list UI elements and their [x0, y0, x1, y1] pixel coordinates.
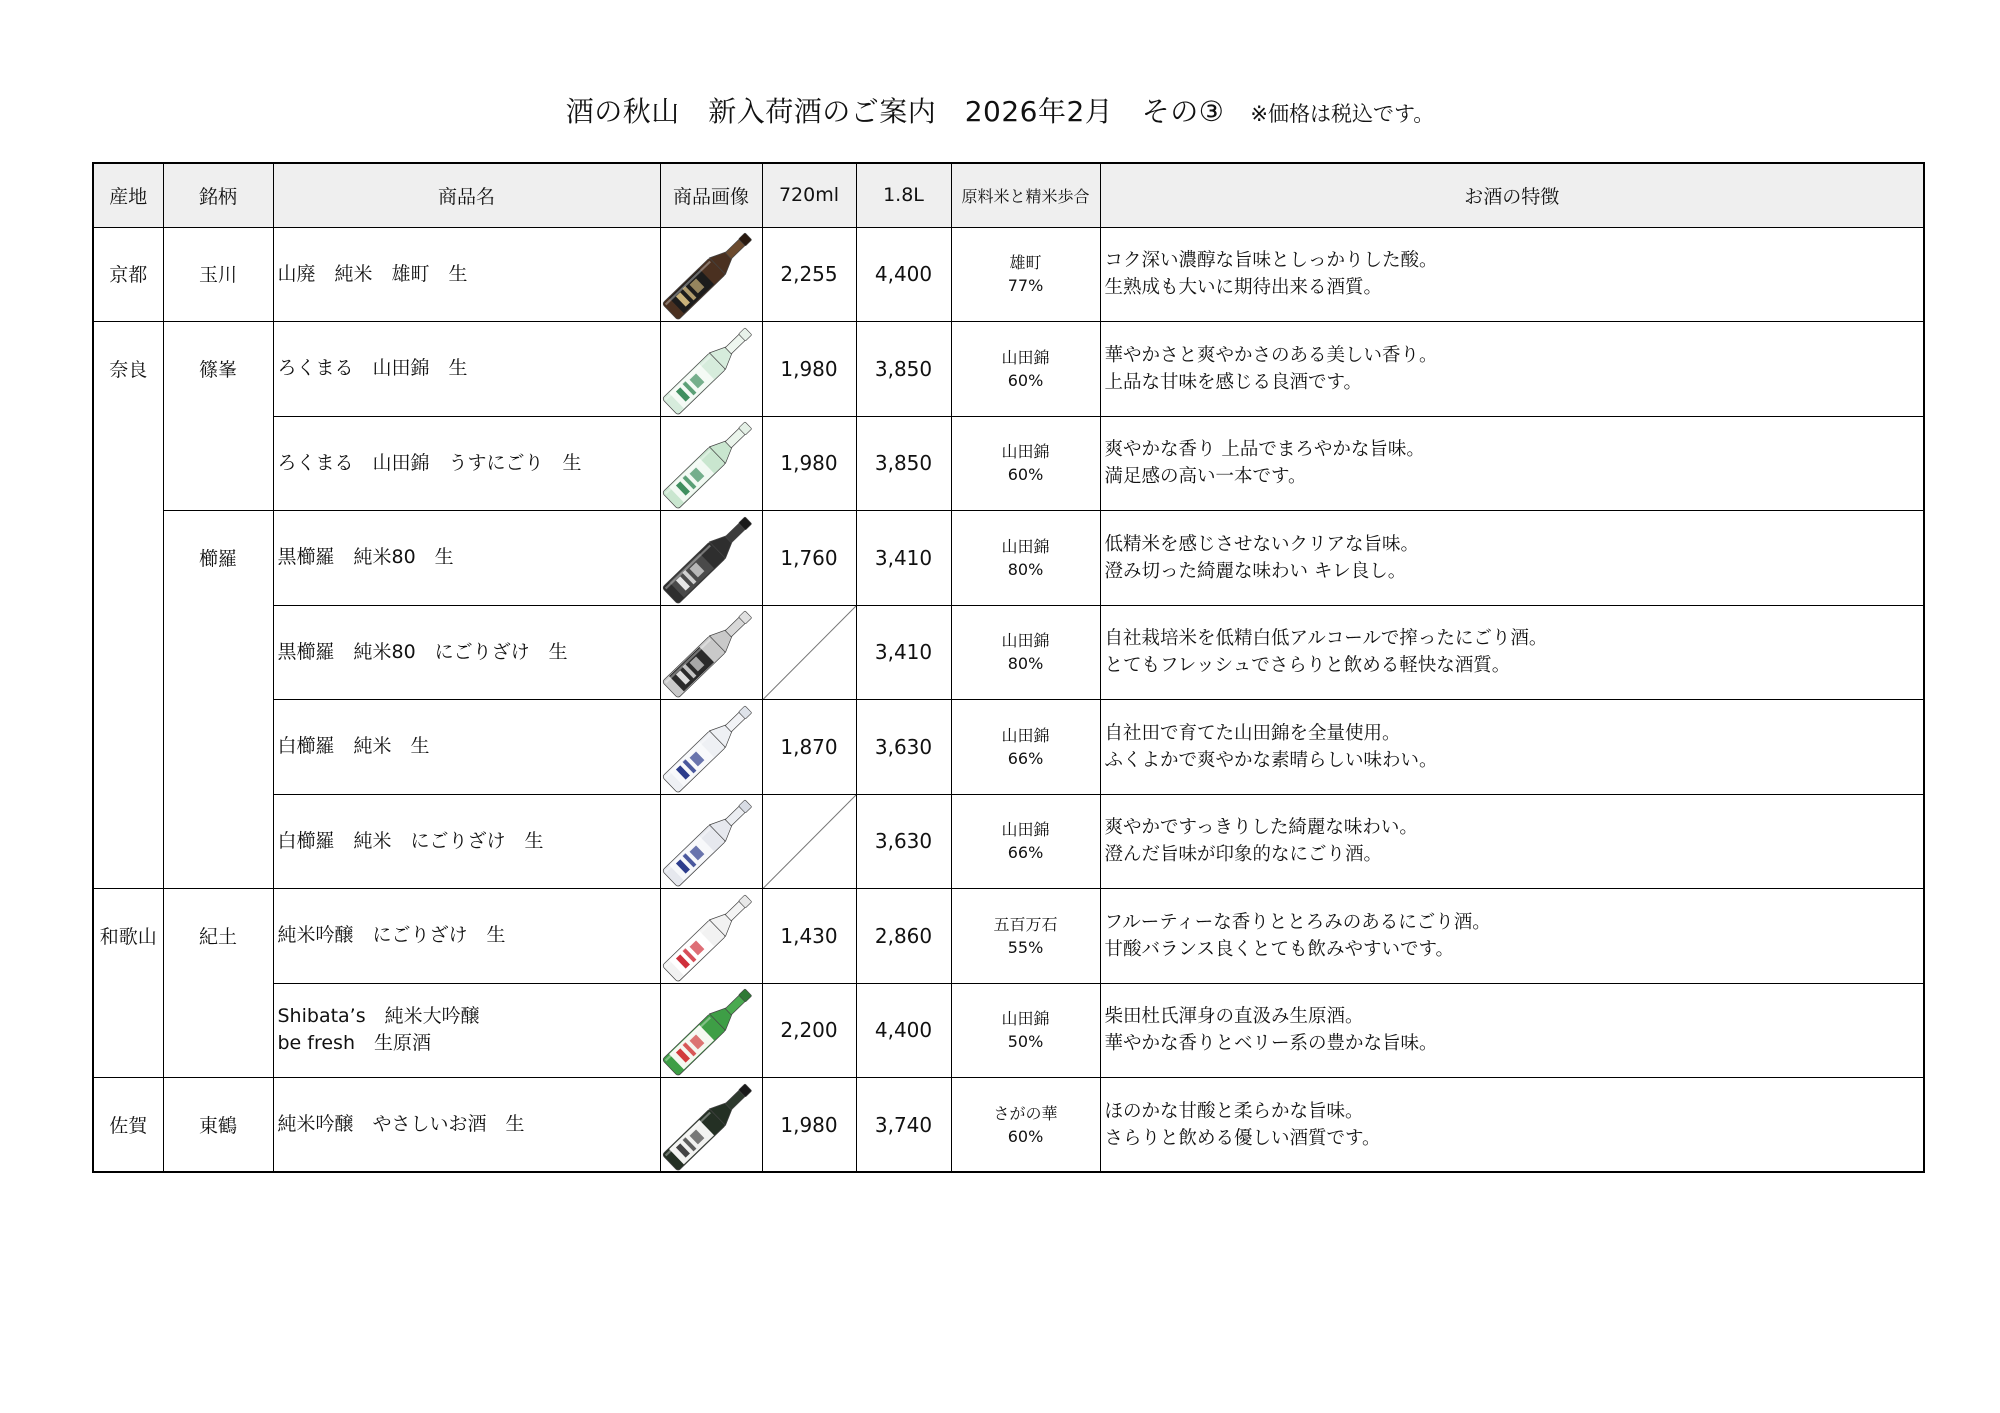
notes-cell [1100, 416, 1924, 511]
notes-cell [1100, 511, 1924, 606]
notes-line: ほのかな甘酸と柔らかな旨味。 [1104, 1100, 1364, 1122]
rice-cell [951, 700, 1100, 795]
product-name-cell [273, 605, 660, 700]
header-brand: 銘柄 [163, 163, 273, 227]
new-arrival-sake-table [92, 162, 1925, 1173]
price-720: 1,430 [780, 923, 838, 948]
price-720-cell [762, 794, 856, 889]
product-name-cell [273, 511, 660, 606]
price-1800: 4,400 [874, 1018, 933, 1043]
price-720: 1,980 [780, 451, 838, 476]
notes-line: 自社田で育てた山田錦を全量使用。 [1104, 722, 1401, 744]
notes-cell [1100, 1078, 1924, 1173]
region-label: 佐賀 [109, 1114, 148, 1137]
rice-cell [951, 227, 1100, 322]
sake-bottle-image [661, 228, 761, 320]
region-cell [93, 1078, 163, 1173]
title-bar [0, 92, 2000, 134]
product-name-line: ろくまる 山田錦 生 [277, 357, 468, 380]
notes-line: 爽やかですっきりした綺麗な味わい。 [1104, 817, 1418, 839]
price-720-cell [762, 416, 856, 511]
rice-cell [951, 511, 1100, 606]
page-title: 酒の秋山 新入荷酒のご案内 2026年2月 その③ [565, 95, 1225, 128]
rice-variety: さがの華 [993, 1103, 1058, 1123]
header-row [93, 163, 1924, 227]
price-720: 1,980 [780, 356, 838, 381]
price-1800-cell [856, 889, 951, 984]
notes-line: 低精米を感じさせないクリアな旨味。 [1104, 533, 1420, 555]
header-product-name: 商品名 [273, 163, 660, 227]
brand-cell [163, 511, 273, 889]
product-name-line: 白櫛羅 純米 生 [277, 735, 430, 758]
rice-cell [951, 605, 1100, 700]
rice-variety: 山田錦 [1001, 442, 1050, 462]
price-1800: 3,630 [874, 734, 933, 759]
polish-ratio: 77% [1007, 276, 1044, 296]
product-image-cell [660, 511, 762, 606]
product-name-cell [273, 227, 660, 322]
notes-line: 柴田杜氏渾身の直汲み生原酒。 [1104, 1006, 1364, 1028]
notes-line: ふくよかで爽やかな素晴らしい味わい。 [1104, 749, 1438, 771]
product-row [93, 1078, 1924, 1173]
price-1800-cell [856, 794, 951, 889]
product-row [93, 416, 1924, 511]
product-row [93, 983, 1924, 1078]
rice-variety: 山田錦 [1001, 347, 1050, 367]
product-row [93, 322, 1924, 417]
product-image-cell [660, 794, 762, 889]
notes-line: 澄み切った綺麗な味わい キレ良し。 [1104, 560, 1407, 582]
notes-line: 甘酸バランス良くとても飲みやすいです。 [1104, 938, 1454, 960]
price-1800-cell [856, 605, 951, 700]
price-1800-cell [856, 1078, 951, 1173]
product-name-line: Shibata’s 純米大吟醸 [277, 1005, 480, 1028]
product-name-line: 純米吟醸 にごりざけ 生 [277, 924, 506, 947]
notes-line: 爽やかな香り 上品でまろやかな旨味。 [1104, 439, 1425, 461]
notes-cell [1100, 322, 1924, 417]
product-image-cell [660, 700, 762, 795]
price-720-cell [762, 700, 856, 795]
price-720-cell [762, 1078, 856, 1173]
rice-cell [951, 416, 1100, 511]
polish-ratio: 66% [1007, 843, 1044, 863]
price-1800-cell [856, 700, 951, 795]
product-image-cell [660, 983, 762, 1078]
price-1800: 3,630 [874, 829, 933, 854]
sake-bottle-image [661, 1079, 761, 1171]
rice-variety: 山田錦 [1001, 820, 1050, 840]
polish-ratio: 60% [1007, 1126, 1044, 1146]
product-name-line: 純米吟醸 やさしいお酒 生 [277, 1113, 525, 1135]
product-name-line: 山廃 純米 雄町 生 [277, 262, 468, 285]
polish-ratio: 80% [1007, 559, 1044, 579]
rice-variety: 山田錦 [1001, 725, 1050, 745]
price-1800-cell [856, 416, 951, 511]
rice-cell [951, 889, 1100, 984]
tax-note: ※価格は税込です。 [1250, 102, 1435, 126]
price-1800: 3,410 [874, 640, 933, 665]
rice-cell [951, 1078, 1100, 1173]
polish-ratio: 60% [1007, 370, 1044, 390]
product-name-cell [273, 794, 660, 889]
sake-bottle-image [661, 323, 761, 415]
price-1800-cell [856, 511, 951, 606]
price-720-cell [762, 511, 856, 606]
notes-line: 華やかな香りとベリー系の豊かな旨味。 [1104, 1033, 1438, 1055]
product-image-cell [660, 889, 762, 984]
notes-cell [1100, 605, 1924, 700]
not-available-slash [763, 606, 856, 700]
product-row [93, 794, 1924, 889]
notes-cell [1100, 983, 1924, 1078]
sake-bottle-image [661, 984, 761, 1076]
polish-ratio: 50% [1007, 1032, 1044, 1052]
region-label: 京都 [109, 264, 148, 286]
price-720-cell [762, 605, 856, 700]
price-720: 2,255 [780, 262, 838, 287]
rice-variety: 雄町 [1009, 253, 1042, 273]
product-name-line: be fresh 生原酒 [277, 1032, 432, 1055]
notes-line: 華やかさと爽やかさのある美しい香り。 [1104, 344, 1438, 366]
notes-line: とてもフレッシュでさらりと飲める軽快な酒質。 [1104, 655, 1511, 677]
rice-cell [951, 794, 1100, 889]
product-name-line: ろくまる 山田錦 うすにごり 生 [277, 451, 582, 474]
price-720-cell [762, 983, 856, 1078]
rice-variety: 山田錦 [1001, 1009, 1050, 1029]
notes-line: 自社栽培米を低精白低アルコールで搾ったにごり酒。 [1104, 628, 1548, 650]
price-720: 1,760 [780, 545, 838, 570]
notes-line: 生熟成も大いに期待出来る酒質。 [1104, 277, 1383, 299]
product-row [93, 227, 1924, 322]
product-name-line: 黒櫛羅 純米80 生 [277, 546, 454, 569]
product-name-cell [273, 889, 660, 984]
brand-label: 玉川 [198, 264, 237, 286]
price-1800: 3,740 [874, 1112, 933, 1137]
product-row [93, 511, 1924, 606]
notes-line: 満足感の高い一本です。 [1104, 466, 1307, 488]
product-name-cell [273, 1078, 660, 1173]
product-name-cell [273, 416, 660, 511]
not-available-slash [763, 795, 856, 889]
sake-bottle-image [661, 417, 761, 509]
price-720-cell [762, 227, 856, 322]
price-720: 1,980 [780, 1112, 838, 1137]
brand-label: 篠峯 [198, 358, 237, 381]
product-image-cell [660, 227, 762, 322]
price-1800-cell [856, 227, 951, 322]
brand-label: 紀土 [198, 925, 237, 948]
sake-bottle-image [661, 890, 761, 982]
polish-ratio: 55% [1007, 937, 1044, 957]
rice-variety: 五百万石 [993, 914, 1058, 934]
rice-variety: 山田錦 [1001, 631, 1050, 651]
product-name-cell [273, 700, 660, 795]
notes-line: コク深い濃醇な旨味としっかりした酸。 [1104, 250, 1438, 272]
sake-bottle-image [661, 606, 761, 698]
price-720-cell [762, 889, 856, 984]
price-720-cell [762, 322, 856, 417]
header-price-720: 720ml [762, 163, 856, 227]
notes-cell [1100, 700, 1924, 795]
product-image-cell [660, 1078, 762, 1173]
notes-line: 上品な甘味を感じる良酒です。 [1104, 371, 1363, 393]
price-1800: 2,860 [874, 923, 933, 948]
product-image-cell [660, 322, 762, 417]
region-cell [93, 889, 163, 1078]
product-name-cell [273, 322, 660, 417]
product-name-line: 白櫛羅 純米 にごりざけ 生 [277, 829, 544, 852]
product-image-cell [660, 605, 762, 700]
sake-bottle-image [661, 795, 761, 887]
polish-ratio: 80% [1007, 654, 1044, 674]
price-1800: 3,850 [874, 356, 933, 381]
product-name-line: 黒櫛羅 純米80 にごりざけ 生 [277, 640, 568, 663]
region-cell [93, 322, 163, 889]
product-name-cell [273, 983, 660, 1078]
price-1800: 4,400 [874, 262, 933, 287]
region-label: 奈良 [109, 358, 148, 381]
sake-bottle-image [661, 512, 761, 604]
product-rows [93, 227, 1924, 1172]
notes-line: 澄んだ旨味が印象的なにごり酒。 [1104, 844, 1383, 866]
header-price-1800: 1.8L [856, 163, 951, 227]
product-image-cell [660, 416, 762, 511]
brand-cell [163, 889, 273, 1078]
notes-cell [1100, 227, 1924, 322]
polish-ratio: 66% [1007, 748, 1044, 768]
brand-cell [163, 1078, 273, 1173]
brand-label: 東鶴 [198, 1114, 237, 1137]
rice-cell [951, 983, 1100, 1078]
header-rice-polish: 原料米と精米歩合 [951, 163, 1100, 227]
product-row [93, 889, 1924, 984]
region-label: 和歌山 [99, 925, 157, 948]
brand-cell [163, 322, 273, 511]
price-1800-cell [856, 983, 951, 1078]
rice-variety: 山田錦 [1001, 536, 1050, 556]
price-720: 2,200 [780, 1018, 838, 1043]
polish-ratio: 60% [1007, 465, 1044, 485]
price-1800: 3,410 [874, 545, 933, 570]
product-row [93, 605, 1924, 700]
brand-label: 櫛羅 [198, 547, 237, 570]
notes-line: さらりと飲める優しい酒質です。 [1104, 1127, 1381, 1149]
header-notes: お酒の特徴 [1100, 163, 1924, 227]
notes-cell [1100, 794, 1924, 889]
product-row [93, 700, 1924, 795]
price-1800: 3,850 [874, 451, 933, 476]
price-1800-cell [856, 322, 951, 417]
region-cell [93, 227, 163, 322]
header-product-image: 商品画像 [660, 163, 762, 227]
notes-line: フルーティーな香りととろみのあるにごり酒。 [1104, 911, 1491, 933]
price-720: 1,870 [780, 734, 838, 759]
header-region: 産地 [93, 163, 163, 227]
rice-cell [951, 322, 1100, 417]
sake-bottle-image [661, 701, 761, 793]
brand-cell [163, 227, 273, 322]
notes-cell [1100, 889, 1924, 984]
